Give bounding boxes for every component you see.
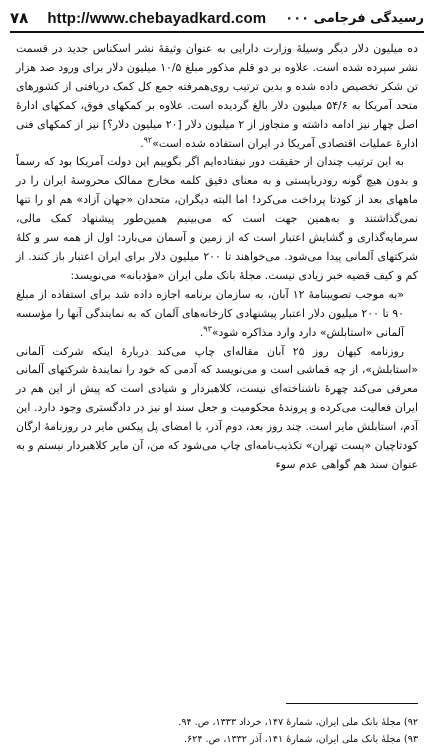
paragraph-text: روزنامه کیهان روز ۲۵ آبان مقاله‌ای چاپ می‌کند دربارهٔ اینکه شرکت آلمانی «استابلش»، از چه قماشی است و می‌نویسد که آدمی که خود را نمایندهٔ شرکتهای آلمانی معرفی می‌کند چهرهٔ ناشناخته‌ای نیست، کلاهبردار و شیادی است که پیش از این هم در ایران فعالیت می‌کرده و پروندهٔ محکومیت و جعل سند او نیز در دادگستری وجود دارد. این آدم، استابلش مایر است. چند روز بعد، دوم آذر، با امضای پل پیکس مایر در روزنامهٔ ارگان کودتاچیان «پست تهران» تکذیب‌نامه‌ای چاپ می‌شود که من، آن مایر کلاهبردار نیستم و به عنوان سند هم گواهی عدم سوء	[16, 344, 418, 471]
footnote-divider	[286, 703, 418, 704]
body-paragraph	[16, 153, 418, 285]
footnote-ref: ۹۳	[203, 323, 212, 333]
body-paragraph	[16, 343, 418, 475]
footnotes	[16, 714, 418, 748]
block-quote: «به موجب تصویبنامهٔ ۱۲ آبان، به سازمان برنامه اجازه داده شد برای استفاده از مبلغ ۹۰ تا ۲۰۰ میلیون دلار اعتبار پیشنهادی کارخانه‌های آلمان که به نمایندگی آنها را مؤسسه آلمانی «استابلش» دارد وارد مذاکره شود»$^{۹۳}$.	[16, 287, 404, 339]
quote-text: «به موجب تصویبنامهٔ ۱۲ آبان، به سازمان برنامه اجازه داده شد برای استفاده از مبلغ ۹۰ تا ۲۰۰ میلیون دلار اعتبار پیشنهادی کارخانه‌های آلمان که به نمایندگی آنها را مؤسسه آلمانی «استابلش» دارد وارد مذاکره شود»	[16, 287, 404, 339]
page-number: ۷۸	[10, 9, 29, 27]
body-paragraph: ده میلیون دلار دیگر وسیلهٔ وزارت دارایی به عنوان وثیقهٔ نشر اسکناس جدید در قسمت نشر سپرده شده است. علاوه بر دو قلم مذکور مبلغ ۱۰/۵ میلیون دلار برای ورود صد هزار تن شکر تخصیص داده شده و بدین ترتیب روی‌همرفته جمع کل کمک دریافتی از کشورهای متحد آمریکا به ۵۴/۶ میلیون دلار بالغ گردیده است. علاوه بر کمکهای فوق، کمکهای ادارهٔ اصل چهار نیز ادامه داشته و متجاوز از ۲ میلیون دلار [۲۰ میلیون دلار؟] نیز از کمکهای فنی ادارهٔ عملیات اقتصادی آمریکا در ایران استفاده شده است»$^{۹۲}$.	[16, 42, 419, 150]
page-header	[10, 6, 424, 30]
page-body	[16, 40, 418, 694]
paragraph-text: ده میلیون دلار دیگر وسیلهٔ وزارت دارایی به عنوان وثیقهٔ نشر اسکناس جدید در قسمت نشر سپرده شده است. علاوه بر دو قلم مذکور مبلغ ۱۰/۵ میلیون دلار برای ورود صد هزار تن شکر تخصیص داده شده و بدین ترتیب روی‌همرفته جمع کل کمک دریافتی از کشورهای متحد آمریکا به ۵۴/۶ میلیون دلار بالغ گردیده است. علاوه بر کمکهای فوق، کمکهای ادارهٔ اصل چهار نیز ادامه داشته و متجاوز از ۲ میلیون دلار [۲۰ میلیون دلار؟] نیز از کمکهای فنی ادارهٔ عملیات اقتصادی آمریکا در ایران استفاده شده است»	[16, 42, 419, 150]
header-divider	[10, 31, 424, 33]
paragraph-text: به این ترتیب چندان از حقیقت دور نیفتاده‌ایم اگر بگوییم این دولت آمریکا بود که رسماً و بدون هیچ گونه رودربایستی و به معنای دقیق کلمه مخارج ممالک محروسهٔ ایران را در ماههای بعد از کودتا پرداخت می‌کرد! اما البته دیگران، متحدان «جهان آزاد» هم او را تنها نمی‌گذاشتند و به‌همین جهت است که می‌بینیم همین‌طور پیشنهاد کمک مالی، سرمایه‌گذاری و گشایش اعتبار است که از زمین و آسمان می‌بارد: اول از همه سر و کلهٔ شرکتهای آلمانی پیدا می‌شود. می‌خواهند تا ۲۰۰ میلیون دلار برای ایران اعتبار باز کنند. از کم و کیف قضیه خبر زیادی نیست. مجلهٔ بانک ملی ایران «مؤدبانه» می‌نویسد:	[16, 155, 418, 282]
footnote-ref: ۹۲	[143, 134, 153, 144]
footnote-item: ۹۳) مجلهٔ بانک ملی ایران، شمارهٔ ۱۴۱، آذر ۱۳۳۲، ص. ۶۲۴.	[183, 734, 418, 745]
website-url: http://www.chebayadkard.com	[47, 9, 267, 27]
running-title: رسیدگی فرجامی ۰۰۰	[285, 10, 424, 26]
footnote-item: ۹۲) مجلهٔ بانک ملی ایران، شمارهٔ ۱۴۷، خرداد ۱۳۳۳، ص. ۹۴.	[178, 717, 418, 728]
